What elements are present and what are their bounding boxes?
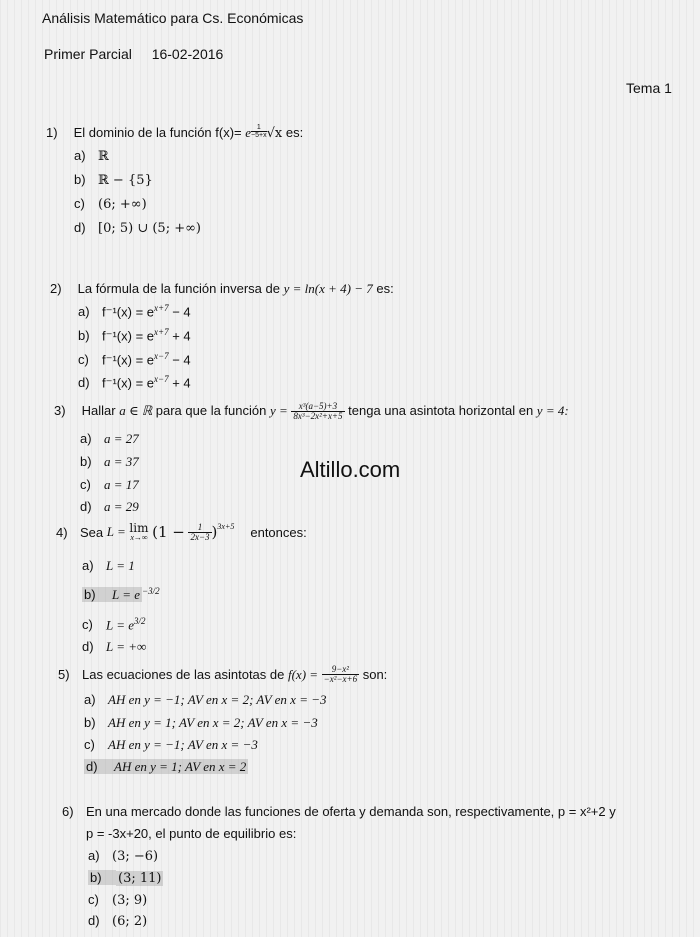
option-value: a = 17 [104,477,139,492]
exponent-numerator: 1 [251,124,267,132]
question-number: 3) [54,402,66,418]
question-text-end: entonces: [250,524,307,540]
option-value: [0; 5) ∪ (5; +∞) [98,221,202,236]
option-value: (3; 11) [118,871,162,886]
question-text: Hallar [81,402,116,418]
option-q1-c[interactable] [74,196,147,212]
question-2 [50,281,394,297]
math-base: e [245,125,252,140]
math-lhs: L = [106,524,126,539]
question-text: Las ecuaciones de las asintotas de [82,667,285,682]
option-q5-c[interactable] [84,737,258,753]
option-label: b) [78,328,90,344]
watermark-text: Altillo.com [300,457,401,482]
fraction-numerator: x³(a−5)+3 [291,402,344,412]
option-q4-a[interactable] [82,558,135,574]
limit-operator [129,522,148,542]
option-value: L = +∞ [106,639,147,654]
option-value: (3; −6) [112,849,159,864]
option-exponent: x+7 [154,327,169,337]
option-label: c) [82,617,93,633]
option-label: b) [88,870,116,885]
option-q1-d[interactable] [74,220,201,236]
option-label: c) [74,196,85,211]
question-text-mid: para que la función [155,402,267,418]
question-6 [62,804,616,819]
option-suffix: − 4 [168,352,191,368]
option-label: c) [78,352,89,368]
option-exponent: x−7 [154,374,169,384]
option-suffix: + 4 [168,375,191,391]
fraction-denominator: −x²−x+6 [323,674,358,684]
option-exponent: x+7 [154,303,169,313]
option-label: c) [88,892,99,907]
option-q6-d[interactable] [88,913,147,929]
option-value: AH en y = −1; AV en x = −3 [108,737,258,752]
option-value: L = e [112,587,141,603]
limit-subscript: x→∞ [130,533,148,542]
math-fraction [291,402,344,421]
question-number: 2) [50,281,62,296]
option-q3-a[interactable] [80,431,139,447]
fraction-numerator: 1 [188,523,211,533]
option-value: AH en y = 1; AV en x = 2; AV en x = −3 [108,715,318,730]
math-condition: y = 4: [536,402,569,418]
option-label: a) [82,558,94,573]
option-label: a) [78,304,90,320]
math-exponent [251,124,267,139]
question-text: La fórmula de la función inversa de [77,281,280,296]
option-q2-b[interactable] [78,327,191,344]
question-text: Sea [80,524,104,540]
math-lhs: y = [269,402,288,418]
exam-name: Primer Parcial [44,46,132,62]
question-4 [56,522,307,542]
option-value: (6; 2) [112,914,148,929]
option-label: d) [84,759,112,774]
question-text-end: es: [376,281,394,296]
option-q2-c[interactable] [78,351,191,368]
option-q6-c[interactable] [88,892,147,908]
option-value: a = 29 [104,499,139,514]
option-value: (3; 9) [112,893,148,908]
question-3 [54,402,569,421]
option-label: d) [74,220,86,235]
math-formula: y = ln(x + 4) − 7 [283,281,373,296]
option-label: a) [88,848,100,863]
option-value: a = 27 [104,431,139,446]
option-exponent: x−7 [154,351,169,361]
option-suffix: + 4 [168,328,191,344]
option-prefix: f⁻¹(x) = e [102,352,155,368]
question-text-end: es: [285,125,304,140]
option-q5-d[interactable] [84,759,248,775]
question-text: El dominio de la función f(x)= [73,125,242,140]
option-value: ℝ − {5} [98,173,153,188]
option-prefix: f⁻¹(x) = e [102,375,155,391]
option-value: L = 1 [106,558,135,573]
option-value: a = 37 [104,454,139,469]
option-label: d) [88,913,100,928]
fraction-denominator: 2x−3 [190,531,210,542]
option-suffix: − 4 [168,304,191,320]
math-fraction [322,665,359,684]
option-q5-b[interactable] [84,715,318,731]
option-label: a) [80,431,92,446]
option-exponent: −3/2 [142,586,160,596]
option-label: c) [84,737,95,752]
option-prefix: f⁻¹(x) = e [102,304,155,320]
option-value: L = e [106,617,135,633]
option-q3-d[interactable] [80,499,139,515]
paren-open: (1 − [152,523,185,541]
option-label: b) [84,715,96,730]
option-label: b) [74,172,86,187]
option-q5-a[interactable] [84,692,327,708]
option-label: b) [82,587,110,602]
question-number: 6) [62,804,74,819]
course-title: Análisis Matemático para Cs. Económicas [42,10,304,26]
option-label: d) [80,499,92,514]
exponent-denominator: −5+x [251,132,267,139]
option-q4-b[interactable] [82,586,160,603]
option-label: d) [82,639,94,654]
paren-close: ) [211,523,218,541]
question-6-line-2: p = -3x+20, el punto de equilibrio es: [86,826,297,841]
option-q4-d[interactable] [82,639,146,655]
question-5 [58,665,387,684]
option-q2-d[interactable] [78,374,191,391]
option-q4-c[interactable] [82,616,146,633]
math-var: a ∈ ℝ [119,402,153,418]
option-label: d) [78,375,90,391]
exam-title [44,46,223,62]
question-1 [46,124,303,141]
option-q3-b[interactable] [80,454,139,470]
question-text-end: son: [362,667,388,682]
math-root: √x [266,126,283,141]
math-lhs: f(x) = [287,666,319,682]
limit-label: lim [129,521,149,535]
option-label: a) [84,692,96,707]
option-value: ℝ [98,149,109,164]
fraction-numerator: 9−x² [322,665,359,675]
option-q3-c[interactable] [80,477,139,493]
fraction-denominator: 8x³−2x²+x+5 [293,411,343,421]
option-exponent: 3/2 [134,616,146,626]
option-label: c) [80,477,91,492]
question-text: En una mercado donde las funciones de oferta y demanda son, respectivamente, p = x²+2 y [86,804,616,819]
option-q1-b[interactable] [74,172,153,188]
option-q6-b[interactable] [88,870,163,886]
power-exponent: 3x+5 [217,522,235,531]
option-label: a) [74,148,86,163]
option-value: AH en y = 1; AV en x = 2 [114,759,247,774]
option-label: b) [80,454,92,469]
exam-date: 16-02-2016 [151,46,224,62]
question-number: 4) [56,524,68,540]
question-number: 5) [58,667,70,682]
option-prefix: f⁻¹(x) = e [102,328,155,344]
question-number: 1) [46,125,58,140]
option-value: AH en y = −1; AV en x = 2; AV en x = −3 [108,692,327,707]
math-fraction [188,523,211,542]
tema-label: Tema 1 [626,80,672,96]
option-q1-a[interactable] [74,148,109,164]
option-q6-a[interactable] [88,848,158,864]
option-q2-a[interactable] [78,303,191,320]
option-value: (6; +∞) [98,197,147,212]
question-text-end: tenga una asintota horizontal en [348,402,534,418]
